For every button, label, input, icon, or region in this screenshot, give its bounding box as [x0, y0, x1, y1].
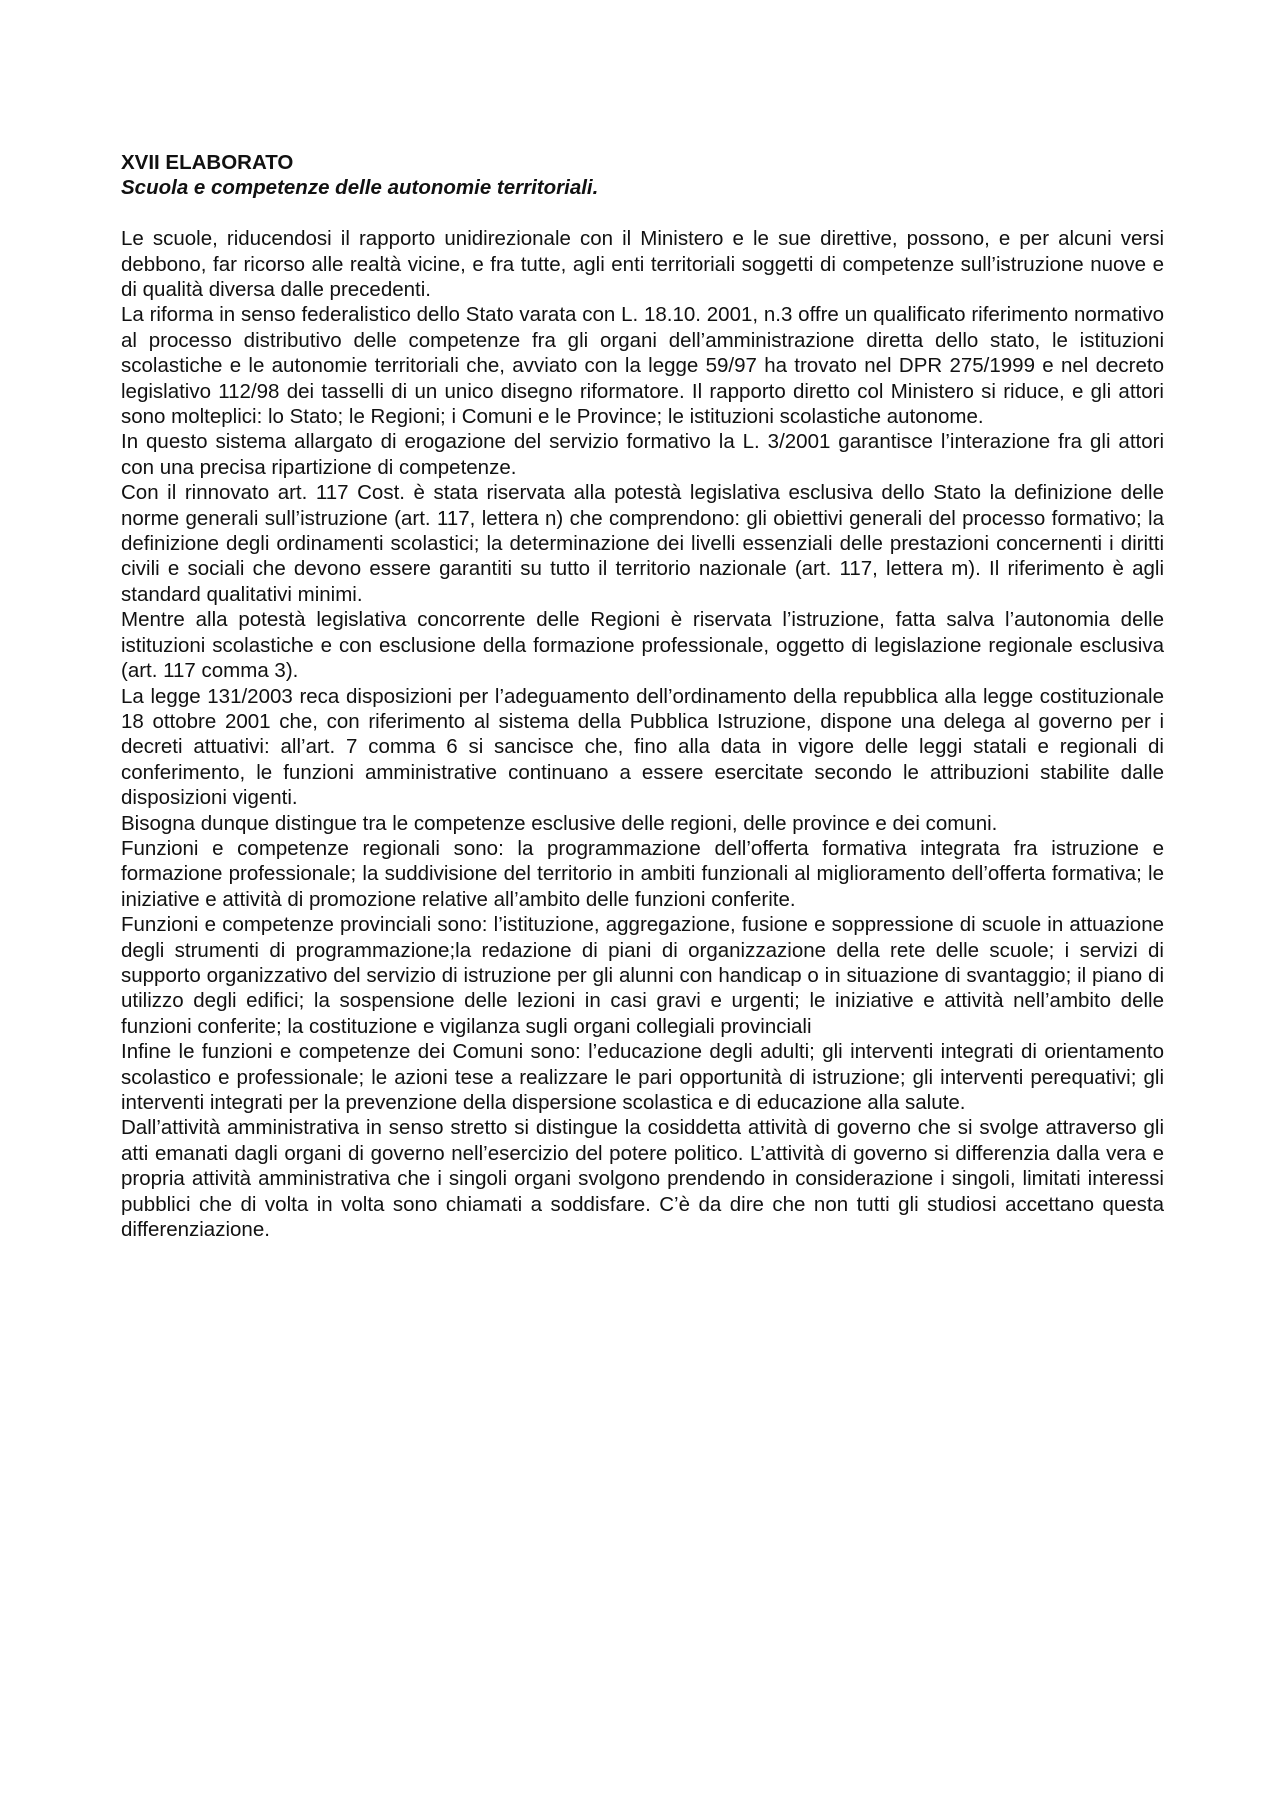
document-heading: XVII ELABORATO — [121, 151, 294, 174]
paragraph-potesta-concorrente: Mentre alla potestà legislativa concorrente delle Regioni è riservata l’istruzione, fatta salva l’autonomia delle istituzioni scolastiche e con esclusione della formazione professionale, oggetto di legislazione regionale esclusiva (art. 117 comma 3). — [121, 608, 1164, 683]
paragraph-intro: Le scuole, riducendosi il rapporto unidirezionale con il Ministero e le sue direttive, possono, e per alcuni versi debbono, far ricorso alle realtà vicine, e fra tutte, agli enti territoriali soggetti di competenze sull’istruzione nuove e di qualità diversa dalle precedenti. — [121, 227, 1164, 302]
paragraph-comuni: Infine le funzioni e competenze dei Comuni sono: l’educazione degli adulti; gli interventi integrati di orientamento scolastico e professionale; le azioni tese a realizzare le pari opportunità di istruzione; gli interventi perequativi; gli interventi integrati per la prevenzione della dispersione scolastica e di educazione alla salute. — [121, 1040, 1164, 1115]
paragraph-regionali: Funzioni e competenze regionali sono: la programmazione dell’offerta formativa integrata fra istruzione e formazione professionale; la suddivisione del territorio in ambiti funzionali al miglioramento dell’offerta formativa; le iniziative e attività di promozione relative all’ambito delle funzioni conferite. — [121, 836, 1164, 911]
paragraph-legge-131: La legge 131/2003 reca disposizioni per l’adeguamento dell’ordinamento della repubblica alla legge costituzionale 18 ottobre 2001 che, con riferimento al sistema della Pubblica Istruzione, dispone una delega al governo per i decreti attuativi: all’art. 7 comma 6 si sancisce che, fino alla data in vigore delle leggi statali e regionali di conferimento, le funzioni amministrative continuano a essere esercitate secondo le attribuzioni stabilite dalle disposizioni vigenti. — [121, 684, 1164, 810]
document-page — [121, 150, 1164, 1242]
paragraph-distinzione: Bisogna dunque distingue tra le competenze esclusive delle regioni, delle province e dei comuni. — [121, 811, 998, 835]
paragraph-sistema: In questo sistema allargato di erogazione del servizio formativo la L. 3/2001 garantisce l’interazione fra gli attori con una precisa ripartizione di competenze. — [121, 430, 1164, 479]
blank-line — [121, 201, 1164, 226]
paragraph-attivita-governo: Dall’attività amministrativa in senso stretto si distingue la cosiddetta attività di governo che si svolge attraverso gli atti emanati dagli organi di governo nell’esercizio del potere politico. L’attività di governo si differenzia dalla vera e propria attività amministrativa che i singoli organi svolgono prendendo in considerazione i singoli, limitati interessi pubblici che di volta in volta sono chiamati a soddisfare. C’è da dire che non tutti gli studiosi accettano questa differenziazione. — [121, 1116, 1164, 1242]
paragraph-art-117: Con il rinnovato art. 117 Cost. è stata riservata alla potestà legislativa esclusiva dello Stato la definizione delle norme generali sull’istruzione (art. 117, lettera n) che comprendono: gli obiettivi generali del processo formativo; la definizione degli ordinamenti scolastici; la determinazione dei livelli essenziali delle prestazioni concernenti i diritti civili e sociali che devono essere garantiti su tutto il territorio nazionale (art. 117, lettera m). Il riferimento è agli standard qualitativi minimi. — [121, 481, 1164, 606]
paragraph-riforma: La riforma in senso federalistico dello Stato varata con L. 18.10. 2001, n.3 offre un qualificato riferimento normativo al processo distributivo delle competenze fra gli organi dell’amministrazione diretta dello stato, le istituzioni scolastiche e le autonomie territoriali che, avviato con la legge 59/97 ha trovato nel DPR 275/1999 e nel decreto legislativo 112/98 dei tasselli di un unico disegno riformatore. Il rapporto diretto col Ministero si riduce, e gli attori sono molteplici: lo Stato; le Regioni; i Comuni e le Province; le istituzioni scolastiche autonome. — [121, 303, 1164, 429]
paragraph-provinciali: Funzioni e competenze provinciali sono: l’istituzione, aggregazione, fusione e soppressione di scuole in attuazione degli strumenti di programmazione;la redazione di piani di organizzazione della rete delle scuole; i servizi di supporto organizzativo del servizio di istruzione per gli alunni con handicap o in situazione di svantaggio; il piano di utilizzo degli edifici; la sospensione delle lezioni in casi gravi e urgenti; le iniziative e attività nell’ambito delle funzioni conferite; la costituzione e vigilanza sugli organi collegiali provinciali — [121, 913, 1164, 1038]
document-subtitle: Scuola e competenze delle autonomie territoriali. — [121, 176, 599, 200]
